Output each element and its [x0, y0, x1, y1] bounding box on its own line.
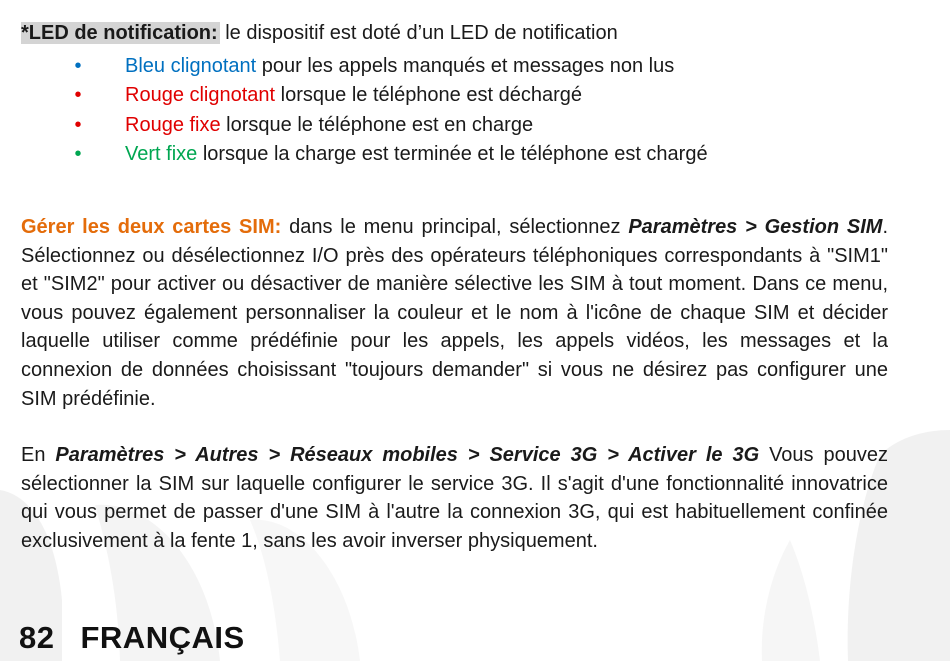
sim-text-b: . Sélectionnez ou désélectionnez I/O près des opérateurs téléphoniques correspondants à "SIM1" et "SIM2" pour activer ou désactiver de manière sélective les SIM à tout moment. Dans ce menu, vous pouvez également personnaliser la couleur et le nom à l'icône de chaque SIM et décider laquelle utiliser comme prédéfinie pour les appels, les appels vidéos, les messages et la connexion de données choisissant "toujours demander" si vous ne désirez pas configurer une SIM prédéfinie.	[21, 215, 889, 410]
led-item-red-blinking-text: lorsque le téléphone est déchargé	[275, 84, 582, 107]
sim-management-heading: Gérer les deux cartes SIM:	[21, 215, 282, 238]
service-3g-text-b: Vous pouvez sélectionner la SIM sur laquelle configurer le service 3G. Il s'agit d'une fonctionnalité innovatrice qui vous permet de passer d'une SIM à l'autre la connexion 3G, qui est habituellement confinée exclusivement à la fente 1, sans les avoir inverser physiquement.	[21, 444, 888, 552]
led-item-red-fixed-text: lorsque le téléphone est en charge	[220, 113, 534, 136]
page-footer	[19, 620, 245, 656]
service-3g-menu-path: Paramètres > Autres > Réseaux mobiles > Service 3G > Activer le 3G	[55, 444, 760, 467]
led-item-green-fixed-text: lorsque la charge est terminée et le téléphone est chargé	[197, 143, 708, 166]
led-item-blue-text: pour les appels manqués et messages non lus	[256, 54, 675, 77]
text-content	[21, 19, 888, 556]
led-item-red-blinking	[21, 81, 888, 111]
led-notification-title: *LED de notification:	[21, 22, 218, 44]
bullet-dot-red: •	[74, 113, 82, 136]
led-color-list	[21, 52, 888, 170]
led-notification-line	[21, 19, 888, 48]
sim-text-a: dans le menu principal, sélectionnez	[281, 215, 629, 238]
bullet-dot-blue: •	[74, 54, 82, 77]
bullet-dot-red: •	[74, 84, 82, 107]
service-3g-paragraph	[21, 441, 888, 555]
page-number: 82	[19, 620, 55, 655]
led-item-red-blinking-colored: Rouge clignotant	[125, 84, 276, 107]
sim-menu-path: Paramètres > Gestion SIM	[628, 215, 883, 238]
led-item-green-fixed-colored: Vert fixe	[125, 143, 198, 166]
led-item-red-fixed	[21, 111, 888, 141]
bullet-dot-green: •	[74, 143, 82, 166]
led-item-red-fixed-colored: Rouge fixe	[125, 113, 221, 136]
led-notification-text: le dispositif est doté d’un LED de notification	[219, 22, 618, 44]
sim-management-paragraph	[21, 213, 888, 413]
footer-language: FRANÇAIS	[80, 620, 245, 655]
service-3g-text-a: En	[21, 444, 56, 467]
led-item-green-fixed	[21, 140, 888, 170]
led-item-blue-colored: Bleu clignotant	[125, 54, 257, 77]
led-item-blue	[21, 52, 888, 82]
